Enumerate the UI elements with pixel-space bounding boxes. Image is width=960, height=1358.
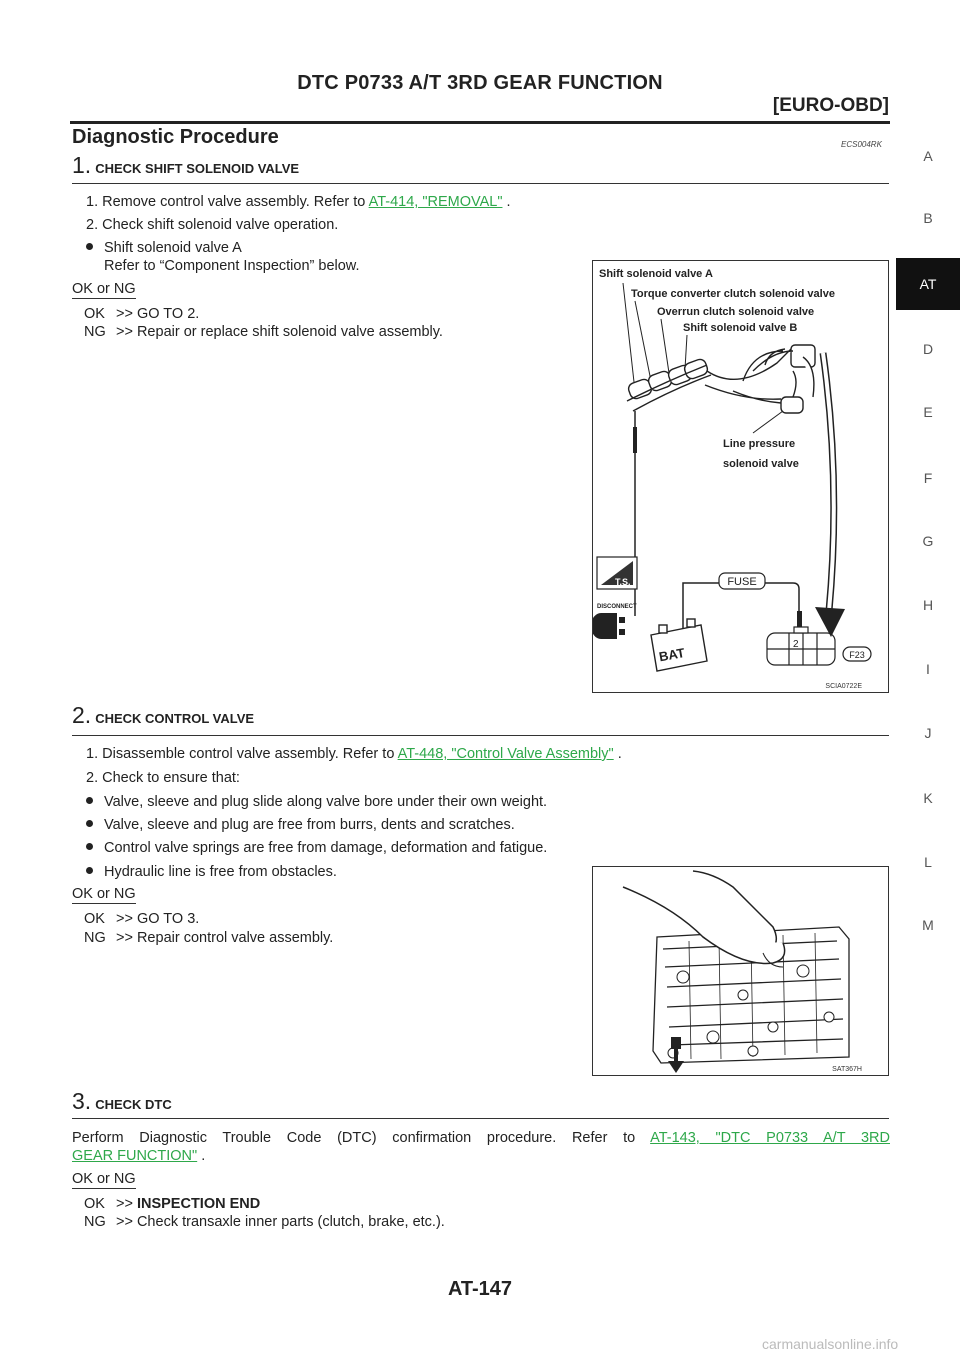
bullet-item bbox=[86, 817, 515, 833]
bullet-icon bbox=[86, 843, 93, 850]
result-key: NG bbox=[84, 930, 106, 946]
connector-pin: 2 bbox=[793, 639, 799, 650]
result-value: >> GO TO 3. bbox=[116, 911, 200, 927]
battery-label: BAT bbox=[657, 645, 686, 665]
tab-j[interactable]: J bbox=[924, 725, 932, 741]
ref-link-at-143[interactable]: AT-143, "DTC P0733 A/T 3RD bbox=[650, 1130, 890, 1146]
step-2-line-1 bbox=[86, 746, 622, 762]
step-rule bbox=[72, 1118, 889, 1119]
step-number: 2. bbox=[72, 702, 92, 728]
label-line-pressure-2: solenoid valve bbox=[723, 458, 799, 470]
ref-link-at-414[interactable]: AT-414, "REMOVAL" bbox=[368, 194, 503, 210]
result-key: OK bbox=[84, 1196, 105, 1212]
label-line-pressure-1: Line pressure bbox=[723, 438, 796, 450]
tab-d[interactable]: D bbox=[922, 341, 934, 357]
bullet-item bbox=[86, 794, 547, 810]
tab-a[interactable]: A bbox=[923, 148, 933, 164]
result-key: NG bbox=[84, 1214, 106, 1230]
tab-at[interactable]: AT bbox=[896, 258, 960, 310]
result-ng bbox=[84, 930, 333, 946]
result-value: >> Repair or replace shift solenoid valve assembly. bbox=[116, 324, 443, 340]
label-overrun-solenoid: Overrun clutch solenoid valve bbox=[657, 306, 815, 318]
tab-i[interactable]: I bbox=[926, 661, 930, 677]
result-value: >> Check transaxle inner parts (clutch, brake, etc.). bbox=[116, 1214, 445, 1230]
result-prefix: >> bbox=[116, 1196, 137, 1212]
step-number: 1. bbox=[72, 152, 92, 178]
line-text: 1. Disassemble control valve assembly. Refer to bbox=[86, 746, 398, 762]
tab-m[interactable]: M bbox=[922, 917, 934, 933]
bullet-text: Valve, sleeve and plug are free from burrs, dents and scratches. bbox=[104, 817, 515, 833]
result-ok bbox=[84, 306, 199, 322]
page-header-subtitle: [EURO-OBD] bbox=[772, 95, 889, 116]
bullet-icon bbox=[86, 867, 93, 874]
step-rule bbox=[72, 735, 889, 736]
bullet-icon bbox=[86, 797, 93, 804]
step-1-line-2: 2. Check shift solenoid valve operation. bbox=[86, 217, 339, 233]
ok-or-ng-label: OK or NG bbox=[72, 886, 136, 902]
result-value: >> Repair control valve assembly. bbox=[116, 930, 334, 946]
figure-code: SCIA0722E bbox=[825, 683, 862, 690]
tab-b[interactable]: B bbox=[923, 210, 933, 226]
label-shift-solenoid-a: Shift solenoid valve A bbox=[599, 268, 713, 280]
control-valve-figure bbox=[592, 866, 889, 1076]
tab-g[interactable]: G bbox=[922, 533, 934, 549]
step-1-heading bbox=[72, 152, 299, 179]
step-rule bbox=[72, 183, 889, 184]
solenoid-diagram-svg bbox=[593, 261, 887, 691]
tab-l[interactable]: L bbox=[924, 854, 932, 870]
step-2-line-2: 2. Check to ensure that: bbox=[86, 770, 240, 786]
para-suffix: . bbox=[197, 1148, 206, 1164]
label-shift-solenoid-b: Shift solenoid valve B bbox=[683, 322, 798, 334]
bullet-item bbox=[86, 240, 242, 256]
step-2-heading bbox=[72, 702, 254, 729]
tab-f[interactable]: F bbox=[923, 470, 933, 486]
control-valve-svg bbox=[593, 867, 887, 1074]
result-key: NG bbox=[84, 324, 106, 340]
bullet-text: Shift solenoid valve A bbox=[104, 240, 242, 256]
para-text: Perform Diagnostic Trouble Code (DTC) confirmation procedure. Refer to bbox=[72, 1130, 651, 1146]
section-code: ECS004RK bbox=[841, 140, 882, 149]
tab-k[interactable]: K bbox=[923, 790, 933, 806]
result-ok bbox=[84, 1196, 260, 1212]
solenoid-circuit-figure bbox=[592, 260, 889, 693]
bullet-text: Valve, sleeve and plug slide along valve bore under their own weight. bbox=[104, 794, 548, 810]
result-key: OK bbox=[84, 306, 105, 322]
section-index-tabs bbox=[896, 0, 960, 1358]
step-1-line-1 bbox=[86, 194, 511, 210]
bullet-item bbox=[86, 864, 337, 880]
ok-or-ng-label: OK or NG bbox=[72, 1171, 136, 1187]
disconnect-icon bbox=[593, 613, 625, 639]
step-3-paragraph-line-2 bbox=[72, 1148, 205, 1164]
step-3-paragraph bbox=[72, 1130, 890, 1146]
bullet-subtext: Refer to “Component Inspection” below. bbox=[104, 258, 360, 274]
page-number: AT-147 bbox=[447, 1278, 513, 1300]
page-header-title: DTC P0733 A/T 3RD GEAR FUNCTION bbox=[297, 72, 663, 94]
line-text: 1. Remove control valve assembly. Refer to bbox=[86, 194, 369, 210]
ref-link-at-448[interactable]: AT-448, "Control Valve Assembly" bbox=[397, 746, 614, 762]
disconnect-label: DISCONNECT bbox=[597, 604, 637, 610]
ref-link-at-143-cont[interactable]: GEAR FUNCTION" bbox=[72, 1148, 198, 1164]
step-title: CHECK SHIFT SOLENOID VALVE bbox=[95, 161, 300, 176]
tab-e[interactable]: E bbox=[923, 404, 933, 420]
tab-h[interactable]: H bbox=[922, 597, 934, 613]
ts-label: T.S. bbox=[615, 577, 631, 587]
result-key: OK bbox=[84, 911, 105, 927]
figure-code: SAT367H bbox=[832, 1066, 862, 1073]
result-ng bbox=[84, 324, 443, 340]
header-rule bbox=[70, 121, 890, 124]
bullet-item bbox=[86, 840, 547, 856]
connector-icon bbox=[767, 627, 835, 665]
step-title: CHECK CONTROL VALVE bbox=[95, 711, 255, 726]
section-title: Diagnostic Procedure bbox=[72, 126, 279, 148]
result-value: INSPECTION END bbox=[136, 1196, 261, 1212]
result-value: >> GO TO 2. bbox=[116, 306, 200, 322]
step-number: 3. bbox=[72, 1088, 92, 1114]
bullet-text: Control valve springs are free from damage, deformation and fatigue. bbox=[104, 840, 548, 856]
label-tcc-solenoid: Torque converter clutch solenoid valve bbox=[631, 288, 835, 300]
watermark: carmanualsonline.info bbox=[762, 1336, 899, 1352]
bullet-icon bbox=[86, 820, 93, 827]
bullet-icon bbox=[86, 243, 93, 250]
bullet-text: Hydraulic line is free from obstacles. bbox=[104, 864, 337, 880]
line-suffix: . bbox=[502, 194, 511, 210]
fuse-label: FUSE bbox=[727, 576, 757, 588]
result-ng bbox=[84, 1214, 445, 1230]
ok-or-ng-label: OK or NG bbox=[72, 281, 136, 297]
step-3-heading bbox=[72, 1088, 172, 1115]
line-suffix: . bbox=[613, 746, 622, 762]
step-title: CHECK DTC bbox=[95, 1097, 172, 1112]
result-ok bbox=[84, 911, 199, 927]
connector-id: F23 bbox=[849, 650, 865, 660]
